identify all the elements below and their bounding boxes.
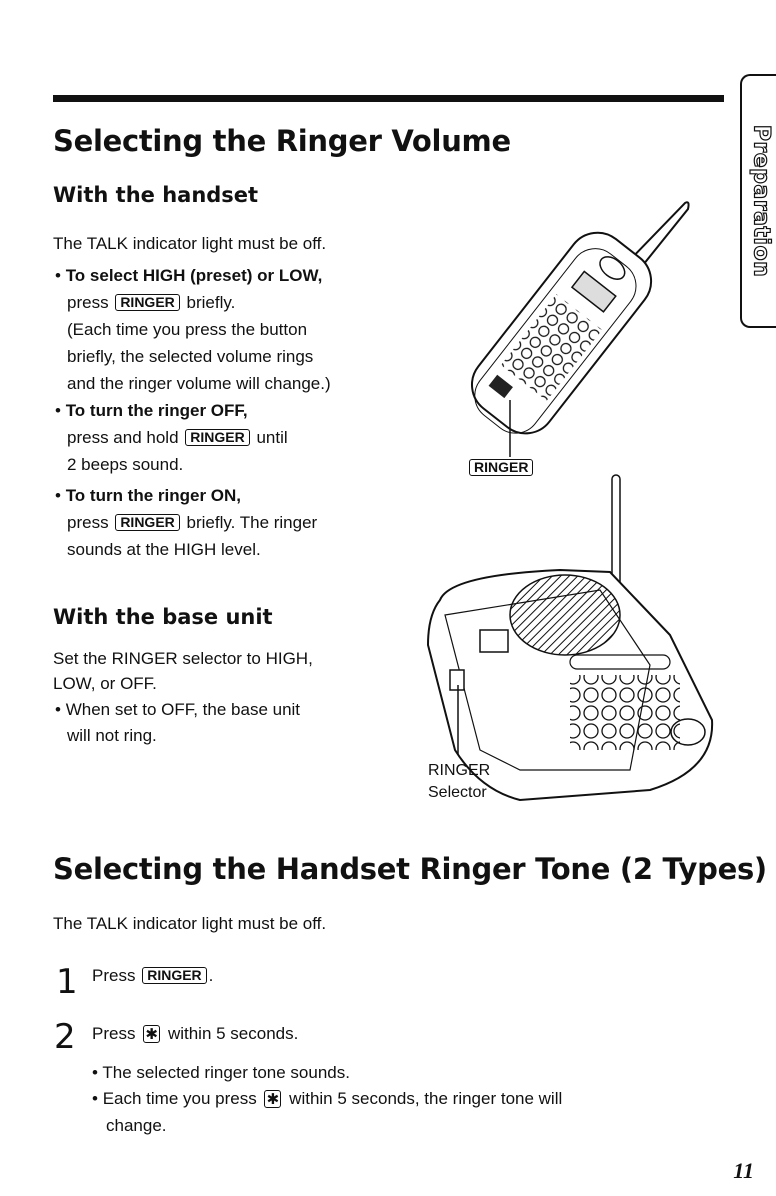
- step-1-text: [92, 962, 213, 989]
- step-2-bullet-line: change.: [106, 1116, 167, 1135]
- bullet-line: [67, 289, 235, 316]
- text: Press: [92, 1024, 136, 1043]
- step-number: 2: [54, 1017, 76, 1057]
- heading-with-handset: With the handset: [53, 183, 259, 207]
- step-2-bullet: • The selected ringer tone sounds.: [92, 1063, 350, 1082]
- ringer-key: RINGER: [115, 514, 179, 531]
- handset-illustration: [440, 195, 700, 455]
- ringer-key: RINGER: [142, 967, 206, 984]
- section-tab: [740, 74, 776, 328]
- bullet-line: and the ringer volume will change.): [67, 374, 331, 393]
- text: When set to OFF, the base unit: [65, 700, 301, 719]
- text: briefly.: [186, 293, 236, 312]
- text: Press: [92, 966, 136, 985]
- section-tab-label: Preparation: [748, 124, 774, 278]
- bullet-line: [67, 424, 288, 451]
- star-key: ✱: [143, 1025, 160, 1043]
- ringer-key: RINGER: [469, 459, 533, 476]
- top-rule: [53, 95, 724, 102]
- tone-intro: The TALK indicator light must be off.: [53, 914, 327, 933]
- text: within 5 seconds.: [167, 1024, 299, 1043]
- base-bullet-line: will not ring.: [67, 726, 157, 745]
- bullet-bold-text: To select HIGH (preset) or LOW,: [65, 266, 323, 285]
- text: press: [67, 293, 109, 312]
- text: press: [67, 513, 109, 532]
- callout-line: Selector: [428, 784, 487, 801]
- text: Each time you press: [102, 1089, 257, 1108]
- ringer-selector-callout: [428, 760, 490, 804]
- step-2-bullet: • Each time you press ✱ within 5 seconds, the ringer tone will: [92, 1089, 563, 1108]
- bullet-line: 2 beeps sound.: [67, 455, 184, 474]
- bullet-bold-text: To turn the ringer ON,: [65, 486, 242, 505]
- bullet-select-high-low: • To select HIGH (preset) or LOW,: [55, 266, 323, 285]
- base-line: Set the RINGER selector to HIGH,: [53, 649, 313, 668]
- bullet-line: (Each time you press the button: [67, 320, 308, 339]
- text: .: [208, 966, 214, 985]
- text: within 5 seconds, the ringer tone will: [289, 1089, 563, 1108]
- callout-line: RINGER: [428, 762, 491, 779]
- heading-with-base-unit: With the base unit: [53, 605, 273, 629]
- bullet-turn-off: • To turn the ringer OFF,: [55, 401, 248, 420]
- bullet-line: briefly, the selected volume rings: [67, 347, 314, 366]
- bullet-bold-text: To turn the ringer OFF,: [65, 401, 248, 420]
- page-number: 11: [733, 1158, 754, 1183]
- base-line: LOW, or OFF.: [53, 674, 157, 693]
- star-key: ✱: [264, 1090, 281, 1108]
- base-bullet: • When set to OFF, the base unit: [55, 700, 301, 719]
- section-title-ringer-volume: Selecting the Ringer Volume: [53, 124, 511, 158]
- bullet-line: sounds at the HIGH level.: [67, 540, 261, 559]
- step-2-text: [92, 1020, 298, 1047]
- bullet-line: [67, 509, 317, 536]
- bullet-turn-on: • To turn the ringer ON,: [55, 486, 242, 505]
- text: The selected ringer tone sounds.: [102, 1063, 350, 1082]
- ringer-key: RINGER: [115, 294, 179, 311]
- step-number: 1: [56, 962, 78, 1002]
- handset-intro: The TALK indicator light must be off.: [53, 234, 327, 253]
- section-title-handset-ringer-tone: Selecting the Handset Ringer Tone (2 Types): [53, 852, 767, 886]
- text: briefly. The ringer: [186, 513, 318, 532]
- text: until: [256, 428, 288, 447]
- text: press and hold: [67, 428, 179, 447]
- ringer-key: RINGER: [185, 429, 249, 446]
- base-unit-illustration: [420, 470, 720, 810]
